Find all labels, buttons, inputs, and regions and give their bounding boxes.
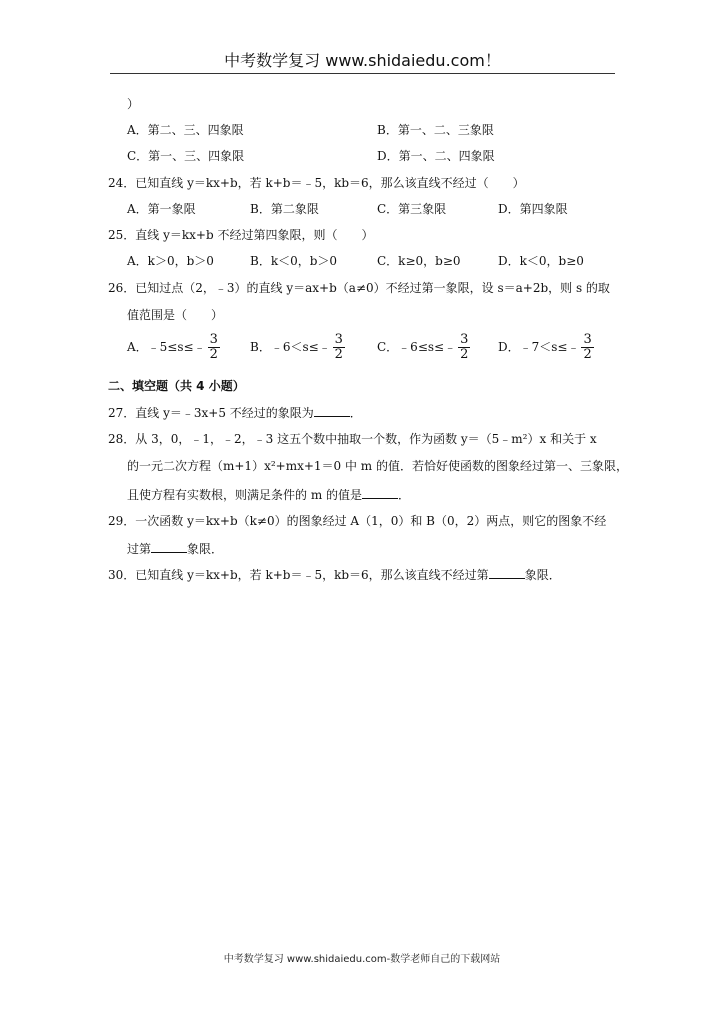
- q28-answer-blank: [362, 486, 398, 499]
- q26-option-b-text: B．﹣6＜s≤﹣: [250, 340, 331, 354]
- q23-option-b: B．第一、二、三象限: [377, 123, 494, 137]
- fraction-denominator: 2: [460, 347, 469, 362]
- q27-stem: 27．直线 y＝﹣3x+5 不经过的象限为: [108, 406, 314, 420]
- q26-option-c-text: C．﹣6≤s≤﹣: [377, 340, 457, 354]
- q24-stem: 24．已知直线 y＝kx+b，若 k+b＝﹣5，kb＝6，那么该直线不经过（ ）: [108, 176, 525, 190]
- q25-stem: 25．直线 y＝kx+b 不经过第四象限，则（ ）: [108, 228, 374, 242]
- q29-line1: 29．一次函数 y＝kx+b（k≠0）的图象经过 A（1，0）和 B（0，2）两点，则它的图象不经: [108, 514, 607, 528]
- fraction-denominator: 2: [334, 347, 343, 362]
- section-fill-in-title: 二、填空题（共 4 小题）: [108, 379, 245, 393]
- q27: [108, 404, 362, 421]
- q26-stem-line1: 26．已知过点（2，﹣3）的直线 y＝ax+b（a≠0）不经过第一象限，设 s＝a+2b，则 s 的取: [108, 281, 610, 295]
- q30-answer-blank: [489, 566, 525, 579]
- q29-line2-end: 象限．: [187, 542, 224, 556]
- fraction: [208, 333, 220, 362]
- q27-end: ．: [349, 406, 362, 420]
- q28-end: ．: [398, 488, 411, 502]
- q23-option-a: A．第二、三、四象限: [127, 123, 244, 137]
- q25-option-c: C．k≥0，b≥0: [377, 254, 461, 268]
- q28-line1: 28．从 3，0，﹣1，﹣2，﹣3 这五个数中抽取一个数，作为函数 y＝（5﹣m²）x 和关于 x: [108, 432, 597, 446]
- q26-option-a: [127, 333, 220, 362]
- q24-option-b: B．第二象限: [250, 202, 319, 216]
- q25-option-b: B．k＜0，b＞0: [250, 254, 338, 268]
- q26-option-b: [250, 333, 345, 362]
- fraction: [581, 333, 593, 362]
- q26-option-a-text: A．﹣5≤s≤﹣: [127, 340, 206, 354]
- header-divider: [110, 73, 615, 74]
- fraction-numerator: 3: [583, 332, 592, 347]
- page-footer: 中考数学复习 www.shidaiedu.com-数学老师自己的下载网站: [223, 954, 501, 965]
- fraction-denominator: 2: [209, 347, 218, 362]
- fraction: [458, 333, 470, 362]
- fraction-numerator: 3: [209, 332, 218, 347]
- q24-option-c: C．第三象限: [377, 202, 447, 216]
- q26-option-d-text: D．﹣7＜s≤﹣: [498, 340, 580, 354]
- q24-option-d: D．第四象限: [498, 202, 568, 216]
- q25-option-a: A．k＞0，b＞0: [127, 254, 214, 268]
- q26-stem-line2: 值范围是（ ）: [127, 308, 224, 322]
- q23-option-d: D．第一、二、四象限: [377, 149, 495, 163]
- q28-line3: [127, 486, 410, 503]
- fraction-denominator: 2: [583, 347, 592, 362]
- q24-option-a: A．第一象限: [127, 202, 196, 216]
- fraction-numerator: 3: [460, 332, 469, 347]
- q30-stem: 30．已知直线 y＝kx+b，若 k+b＝﹣5，kb＝6，那么该直线不经过第: [108, 568, 489, 582]
- q30-end: 象限．: [524, 568, 561, 582]
- page-header-title: 中考数学复习 www.shidaiedu.com！: [224, 51, 501, 70]
- q28-line3-text: 且使方程有实数根，则满足条件的 m 的值是: [127, 488, 363, 502]
- q29-line2-start: 过第: [127, 542, 152, 556]
- q29-line2: [127, 540, 223, 557]
- q26-option-c: [377, 333, 470, 362]
- q23-closing-paren: ）: [127, 97, 140, 111]
- q30: [108, 566, 561, 583]
- fraction-numerator: 3: [334, 332, 343, 347]
- q29-answer-blank: [151, 540, 187, 553]
- q27-answer-blank: [314, 404, 350, 417]
- q28-line2: 的一元二次方程（m+1）x²+mx+1＝0 中 m 的值．若恰好使函数的图象经过第一、三象限，: [127, 459, 628, 473]
- q25-option-d: D．k＜0，b≥0: [498, 254, 584, 268]
- q23-option-c: C．第一、三、四象限: [127, 149, 245, 163]
- q26-option-d: [498, 333, 594, 362]
- fraction: [333, 333, 345, 362]
